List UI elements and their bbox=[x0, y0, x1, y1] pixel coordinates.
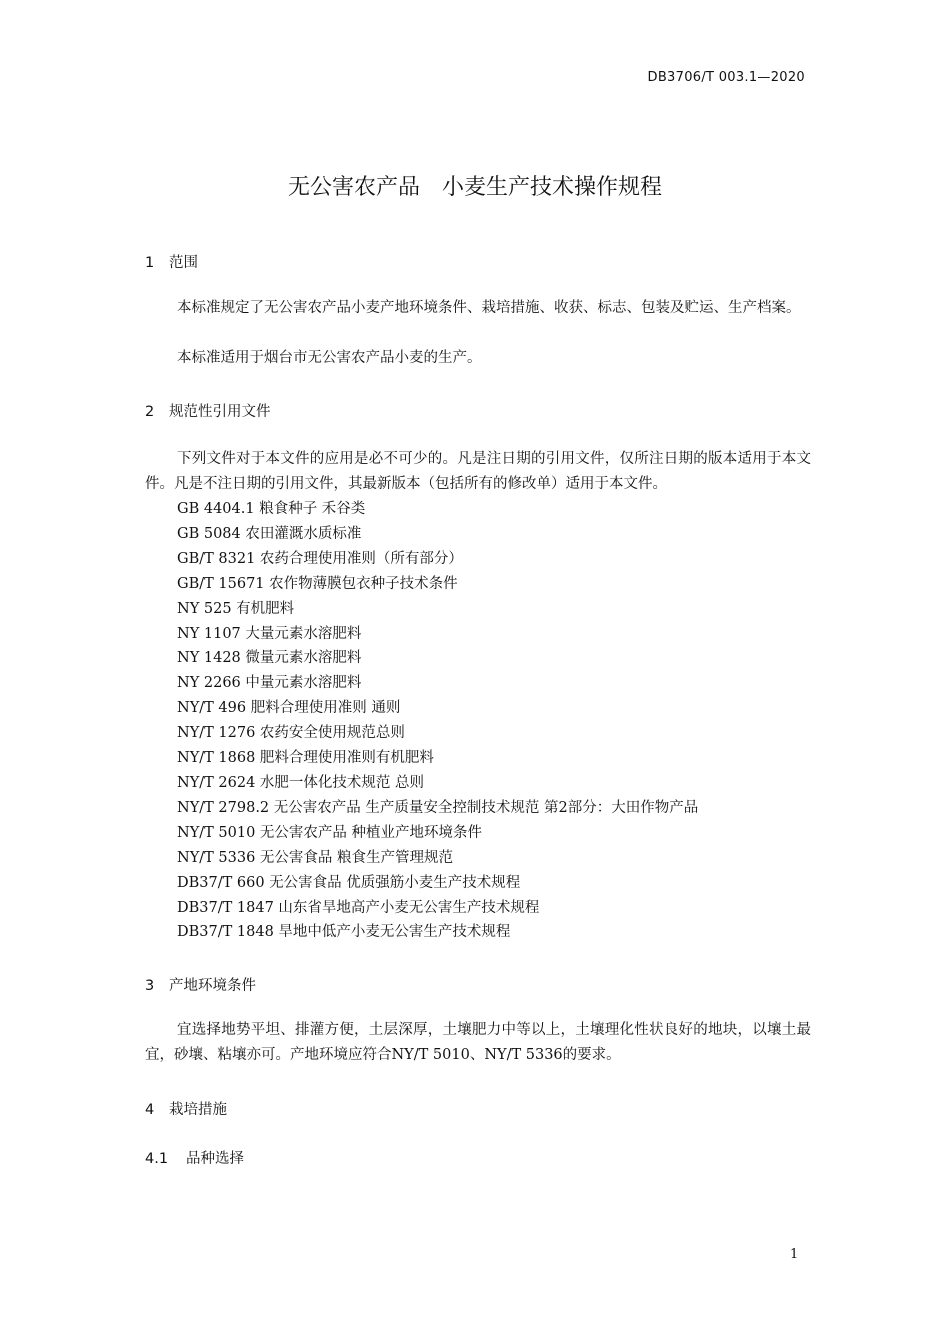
section-title: 规范性引用文件 bbox=[169, 404, 271, 420]
section-2-intro: 下列文件对于本文件的应用是必不可少的。凡是注日期的引用文件，仅所注日期的版本适用于本文件。凡是不注日期的引用文件，其最新版本（包括所有的修改单）适用于本文件。 bbox=[145, 451, 811, 492]
reference-item: NY/T 1276 农药安全使用规范总则 bbox=[177, 725, 405, 742]
reference-item: NY/T 1868 肥料合理使用准则有机肥料 bbox=[177, 750, 434, 767]
reference-item: GB/T 8321 农药合理使用准则（所有部分） bbox=[177, 550, 463, 567]
reference-item: GB 5084 农田灌溉水质标准 bbox=[177, 525, 362, 542]
reference-item: DB37/T 660 无公害食品 优质强筋小麦生产技术规程 bbox=[177, 874, 521, 891]
subsection-number: 4.1 bbox=[145, 1151, 169, 1167]
section-number: 4 bbox=[145, 1102, 155, 1118]
subsection-title: 品种选择 bbox=[186, 1151, 244, 1167]
reference-item: GB 4404.1 粮食种子 禾谷类 bbox=[177, 501, 366, 517]
document-title: 无公害农产品 小麦生产技术操作规程 bbox=[287, 175, 662, 200]
reference-item: NY/T 5336 无公害食品 粮食生产管理规范 bbox=[177, 849, 454, 866]
section-1-heading bbox=[145, 251, 198, 272]
reference-item: GB/T 15671 农作物薄膜包衣种子技术条件 bbox=[177, 575, 458, 592]
page-number: 1 bbox=[790, 1247, 799, 1262]
section-3-paragraph: 宜选择地势平坦、排灌方便，土层深厚，土壤肥力中等以上，土壤理化性状良好的地块，以壤土最宜，砂壤、粘壤亦可。产地环境应符合NY/T 5010、NY/T 5336的要求。 bbox=[145, 1022, 811, 1063]
section-1-paragraph-2: 本标准适用于烟台市无公害农产品小麦的生产。 bbox=[177, 350, 482, 366]
section-number: 2 bbox=[145, 404, 155, 420]
section-number: 3 bbox=[145, 978, 155, 994]
section-3-heading bbox=[145, 974, 256, 995]
standard-code: DB3706/T 003.1—2020 bbox=[647, 70, 805, 85]
reference-item: NY/T 2624 水肥一体化技术规范 总则 bbox=[177, 774, 425, 791]
reference-item: NY/T 496 肥料合理使用准则 通则 bbox=[177, 700, 401, 717]
subsection-4-1-heading bbox=[145, 1147, 244, 1168]
section-title: 范围 bbox=[169, 255, 198, 271]
section-1-paragraph-1: 本标准规定了无公害农产品小麦产地环境条件、栽培措施、收获、标志、包装及贮运、生产档案。 bbox=[177, 300, 801, 316]
reference-item: NY/T 2798.2 无公害农产品 生产质量安全控制技术规范 第2部分：大田作物产品 bbox=[177, 799, 699, 816]
reference-item: NY/T 5010 无公害农产品 种植业产地环境条件 bbox=[177, 824, 483, 841]
section-title: 栽培措施 bbox=[169, 1102, 227, 1118]
reference-list bbox=[177, 497, 698, 945]
section-title: 产地环境条件 bbox=[169, 978, 256, 994]
section-2-heading bbox=[145, 400, 271, 421]
reference-item: DB37/T 1847 山东省旱地高产小麦无公害生产技术规程 bbox=[177, 899, 540, 916]
reference-item: DB37/T 1848 旱地中低产小麦无公害生产技术规程 bbox=[177, 924, 511, 941]
reference-item: NY 2266 中量元素水溶肥料 bbox=[177, 675, 362, 692]
section-number: 1 bbox=[145, 255, 155, 271]
reference-item: NY 1428 微量元素水溶肥料 bbox=[177, 650, 362, 667]
reference-item: NY 525 有机肥料 bbox=[177, 600, 295, 617]
reference-item: NY 1107 大量元素水溶肥料 bbox=[177, 625, 362, 642]
section-4-heading bbox=[145, 1098, 227, 1119]
